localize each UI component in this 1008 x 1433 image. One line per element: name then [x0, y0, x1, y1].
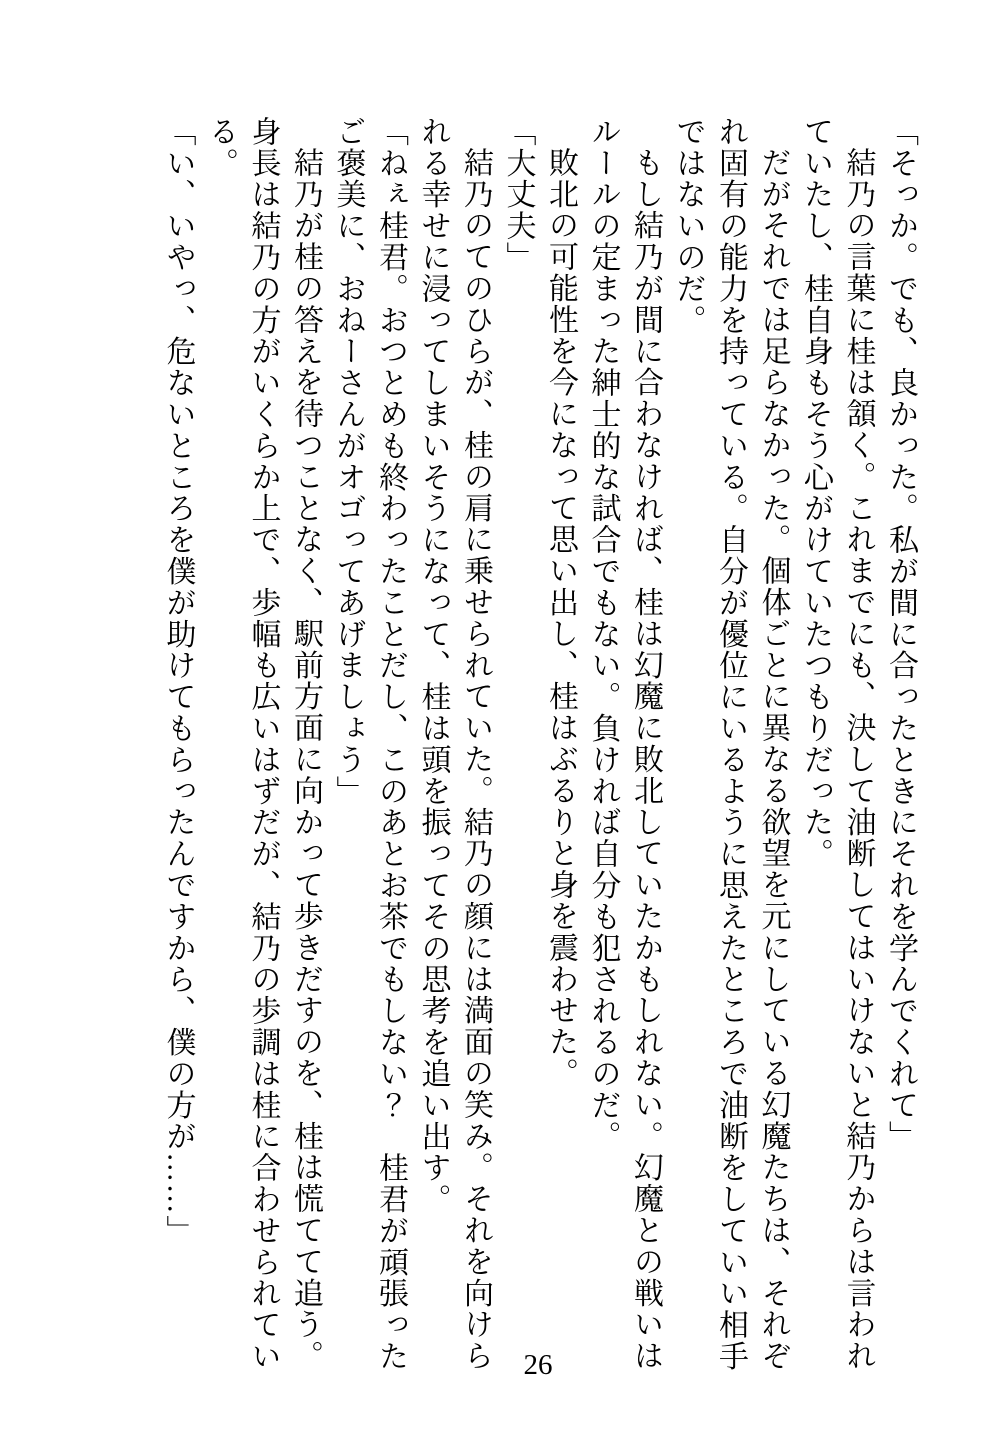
paragraph-dialogue-3: 「ねぇ桂君。おつとめも終わったことだし、このあとお茶でもしない？ 桂君が頑張ったご褒美に、おねーさんがオゴってあげましょう」	[331, 116, 407, 1372]
paragraph-dialogue-2: 「大丈夫」	[501, 116, 535, 273]
paragraph-narrative-3: もし結乃が間に合わなければ、桂は幻魔に敗北していたかもしれない。幻魔との戦いはルールの定まった紳士的な試合でもない。負ければ自分も犯されるのだ。	[586, 116, 662, 1372]
paragraph-narrative-2: だがそれでは足らなかった。個体ごとに異なる欲望を元にしている幻魔たちは、それぞれ固有の能力を持っている。自分が優位にいるように思えたところで油断をしていい相手ではないのだ。	[671, 116, 790, 1372]
paragraph-narrative-5: 結乃のてのひらが、桂の肩に乗せられていた。結乃の顔には満面の笑み。それを向けられる幸せに浸ってしまいそうになって、桂は頭を振ってその思考を追い出す。	[416, 116, 492, 1372]
page-text	[155, 116, 921, 1376]
paragraph-narrative-4: 敗北の可能性を今になって思い出し、桂はぶるりと身を震わせた。	[544, 147, 577, 1089]
paragraph-narrative-1: 結乃の言葉に桂は頷く。これまでにも、決して油断してはいけないと結乃からは言われていたし、桂自身もそう心がけていたつもりだった。	[799, 116, 875, 1372]
page-number: 26	[523, 1349, 553, 1381]
paragraph-dialogue-4: 「い、いやっ、危ないところを僕が助けてもらったんですから、僕の方が……」	[161, 116, 195, 1247]
paragraph-narrative-6: 結乃が桂の答えを待つことなく、駅前方面に向かって歩きだすのを、桂は慌てて追う。身長は結乃の方がいくらか上で、歩幅も広いはずだが、結乃の歩調は桂に合わせられている。	[204, 116, 322, 1372]
paragraph-dialogue-1: 「そっか。でも、良かった。私が間に合ったときにそれを学んでくれて」	[884, 116, 917, 1153]
